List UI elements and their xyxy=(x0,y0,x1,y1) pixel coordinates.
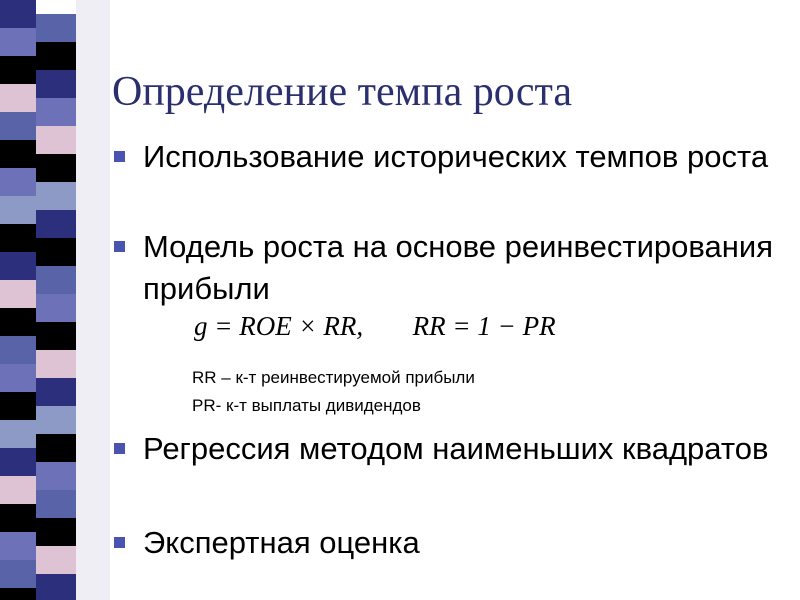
slide-title: Определение темпа роста xyxy=(112,69,572,115)
formula-retention-equation: RR = 1 − PR xyxy=(412,311,556,341)
stripe-segment xyxy=(0,196,36,224)
stripe-segment xyxy=(36,182,76,210)
bullet-text: Регрессия методом наименьших квадратов xyxy=(143,431,769,466)
stripe-segment xyxy=(0,364,36,392)
stripe-segment xyxy=(36,154,76,182)
stripe-segment xyxy=(36,14,76,42)
decorative-stripe-bar xyxy=(0,0,110,600)
stripe-segment xyxy=(0,392,36,420)
stripe-segment xyxy=(36,406,76,434)
stripe-segment xyxy=(0,532,36,560)
bullet-square-icon xyxy=(114,151,125,162)
stripe-segment xyxy=(36,518,76,546)
stripe-segment xyxy=(0,224,36,252)
stripe-shadow xyxy=(76,0,110,600)
bullet-square-icon xyxy=(114,241,125,252)
stripe-segment xyxy=(0,140,36,168)
stripe-segment xyxy=(0,56,36,84)
stripe-segment xyxy=(0,252,36,280)
bullet-square-icon xyxy=(114,443,125,454)
bullet-square-icon xyxy=(114,537,125,548)
stripe-segment xyxy=(0,28,36,56)
stripe-segment xyxy=(0,0,36,28)
formula-growth-equation: g = ROE × RR, xyxy=(194,311,364,341)
note-rr-definition: RR – к-т реинвестируемой прибыли xyxy=(192,368,475,387)
bullet-text: Использование исторических темпов роста xyxy=(143,139,769,174)
stripe-segment xyxy=(36,294,76,322)
stripe-segment xyxy=(36,574,76,600)
stripe-pattern xyxy=(0,0,110,600)
stripe-segment xyxy=(0,476,36,504)
stripe-segment xyxy=(36,434,76,462)
bullet-item-expert-estimate xyxy=(114,522,774,564)
stripe-segment xyxy=(0,560,36,588)
stripe-segment xyxy=(0,504,36,532)
stripe-segment xyxy=(36,70,76,98)
stripe-segment xyxy=(36,462,76,490)
stripe-segment xyxy=(36,378,76,406)
stripe-segment xyxy=(0,420,36,448)
bullet-text: Экспертная оценка xyxy=(143,525,420,560)
stripe-segment xyxy=(36,126,76,154)
note-pr-definition: PR- к-т выплаты дивидендов xyxy=(192,396,421,415)
stripe-segment xyxy=(36,210,76,238)
stripe-segment xyxy=(0,280,36,308)
stripe-segment xyxy=(36,350,76,378)
stripe-segment xyxy=(36,322,76,350)
bullet-item-least-squares xyxy=(114,428,774,470)
stripe-segment xyxy=(0,112,36,140)
stripe-segment xyxy=(36,42,76,70)
stripe-segment xyxy=(0,448,36,476)
stripe-segment xyxy=(36,266,76,294)
stripe-segment xyxy=(36,98,76,126)
bullet-item-reinvestment-model xyxy=(114,226,774,310)
stripe-segment xyxy=(0,308,36,336)
bullet-item-historical-rates xyxy=(114,136,774,178)
stripe-segment xyxy=(0,336,36,364)
bullet-text: Модель роста на основе реинвестирования прибыли xyxy=(143,229,773,306)
stripe-segment xyxy=(0,168,36,196)
stripe-segment xyxy=(36,490,76,518)
stripe-segment xyxy=(36,238,76,266)
stripe-segment xyxy=(0,84,36,112)
stripe-segment xyxy=(0,588,36,600)
stripe-segment xyxy=(36,546,76,574)
growth-formula xyxy=(194,308,556,344)
